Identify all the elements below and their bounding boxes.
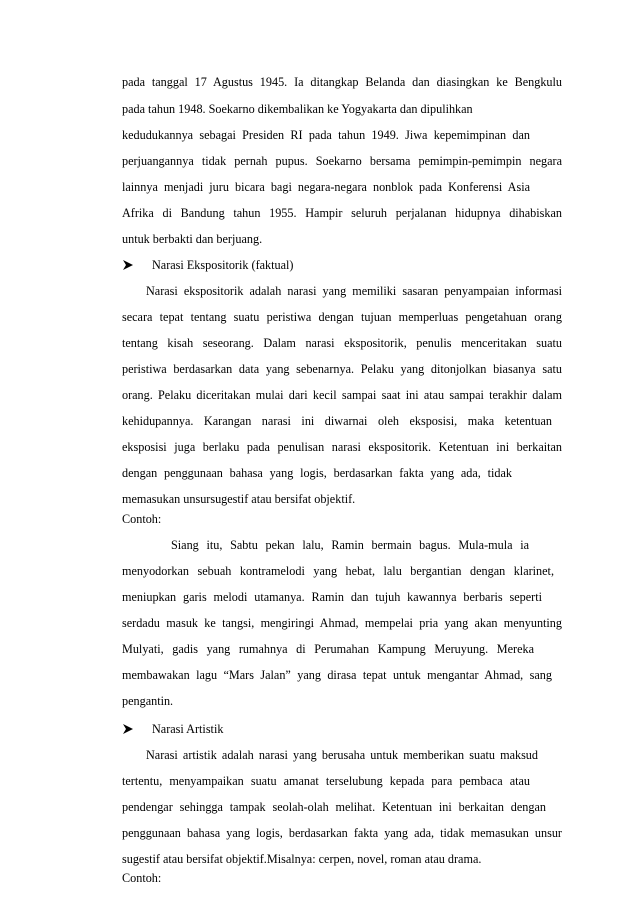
intro-line: kedudukannya sebagai Presiden RI pada tahun 1949. Jiwa kepemimpinan dan [122,128,530,142]
example-line: Mulyati, gadis yang rumahnya di Perumahan Kampung Meruyung. Mereka [122,642,534,656]
example-line: Siang itu, Sabtu pekan lalu, Ramin bermain bagus. Mula-mula ia [171,538,529,552]
intro-line: untuk berbakti dan berjuang. [122,232,263,246]
intro-line: pada tanggal 17 Agustus 1945. Ia ditangkap Belanda dan diasingkan ke Bengkulu [122,75,562,89]
example-line: menyodorkan sebuah kontramelodi yang hebat, lalu bergantian dengan klarinet, [122,564,554,578]
example-line: serdadu masuk ke tangsi, mengiringi Ahmad, mempelai pria yang akan menyunting [122,616,562,630]
ekspositorik-line: kehidupannya. Karangan narasi ini diwarnai oleh eksposisi, maka ketentuan [122,414,552,428]
section-heading-artistik: Narasi Artistik [152,722,224,736]
ekspositorik-line: Narasi ekspositorik adalah narasi yang memiliki sasaran penyampaian informasi [146,284,562,298]
ekspositorik-line: peristiwa berdasarkan data yang sebenarnya. Pelaku yang ditonjolkan biasanya satu [122,362,562,376]
arrow-bullet-icon [122,723,136,737]
section-heading-ekspositorik: Narasi Ekspositorik (faktual) [152,258,294,272]
artistik-line: pendengar sehingga tampak seolah-olah melihat. Ketentuan ini berkaitan dengan [122,800,546,814]
intro-line: perjuangannya tidak pernah pupus. Soekarno bersama pemimpin-pemimpin negara [122,154,562,168]
ekspositorik-line: memasukan unsursugestif atau bersifat objektif. [122,492,356,506]
artistik-line: sugestif atau bersifat objektif.Misalnya: cerpen, novel, roman atau drama. [122,852,482,866]
intro-line: lainnya menjadi juru bicara bagi negara-negara nonblok pada Konferensi Asia [122,180,530,194]
example-label: Contoh: [122,871,162,885]
intro-line: Afrika di Bandung tahun 1955. Hampir seluruh perjalanan hidupnya dihabiskan [122,206,562,220]
example-line: meniupkan garis melodi utamanya. Ramin dan tujuh kawannya berbaris seperti [122,590,542,604]
ekspositorik-line: tentang kisah seseorang. Dalam narasi ekspositorik, penulis menceritakan suatu [122,336,562,350]
example-line: membawakan lagu “Mars Jalan” yang dirasa tepat untuk mengantar Ahmad, sang [122,668,552,682]
artistik-line: Narasi artistik adalah narasi yang berusaha untuk memberikan suatu maksud [146,748,538,762]
example-line: pengantin. [122,694,174,708]
example-label: Contoh: [122,512,162,526]
artistik-line: penggunaan bahasa yang logis, berdasarkan fakta yang ada, tidak memasukan unsur [122,826,562,840]
ekspositorik-line: dengan penggunaan bahasa yang logis, berdasarkan fakta yang ada, tidak [122,466,512,480]
artistik-line: tertentu, menyampaikan suatu amanat terselubung kepada para pembaca atau [122,774,530,788]
arrow-bullet-icon [122,259,136,273]
intro-line: pada tahun 1948. Soekarno dikembalikan ke Yogyakarta dan dipulihkan [122,102,473,116]
ekspositorik-line: eksposisi juga berlaku pada penulisan narasi ekspositorik. Ketentuan ini berkaitan [122,440,562,454]
ekspositorik-line: secara tepat tentang suatu peristiwa dengan tujuan memperluas pengetahuan orang [122,310,562,324]
ekspositorik-line: orang. Pelaku diceritakan mulai dari kecil sampai saat ini atau sampai terakhir dalam [122,388,562,402]
